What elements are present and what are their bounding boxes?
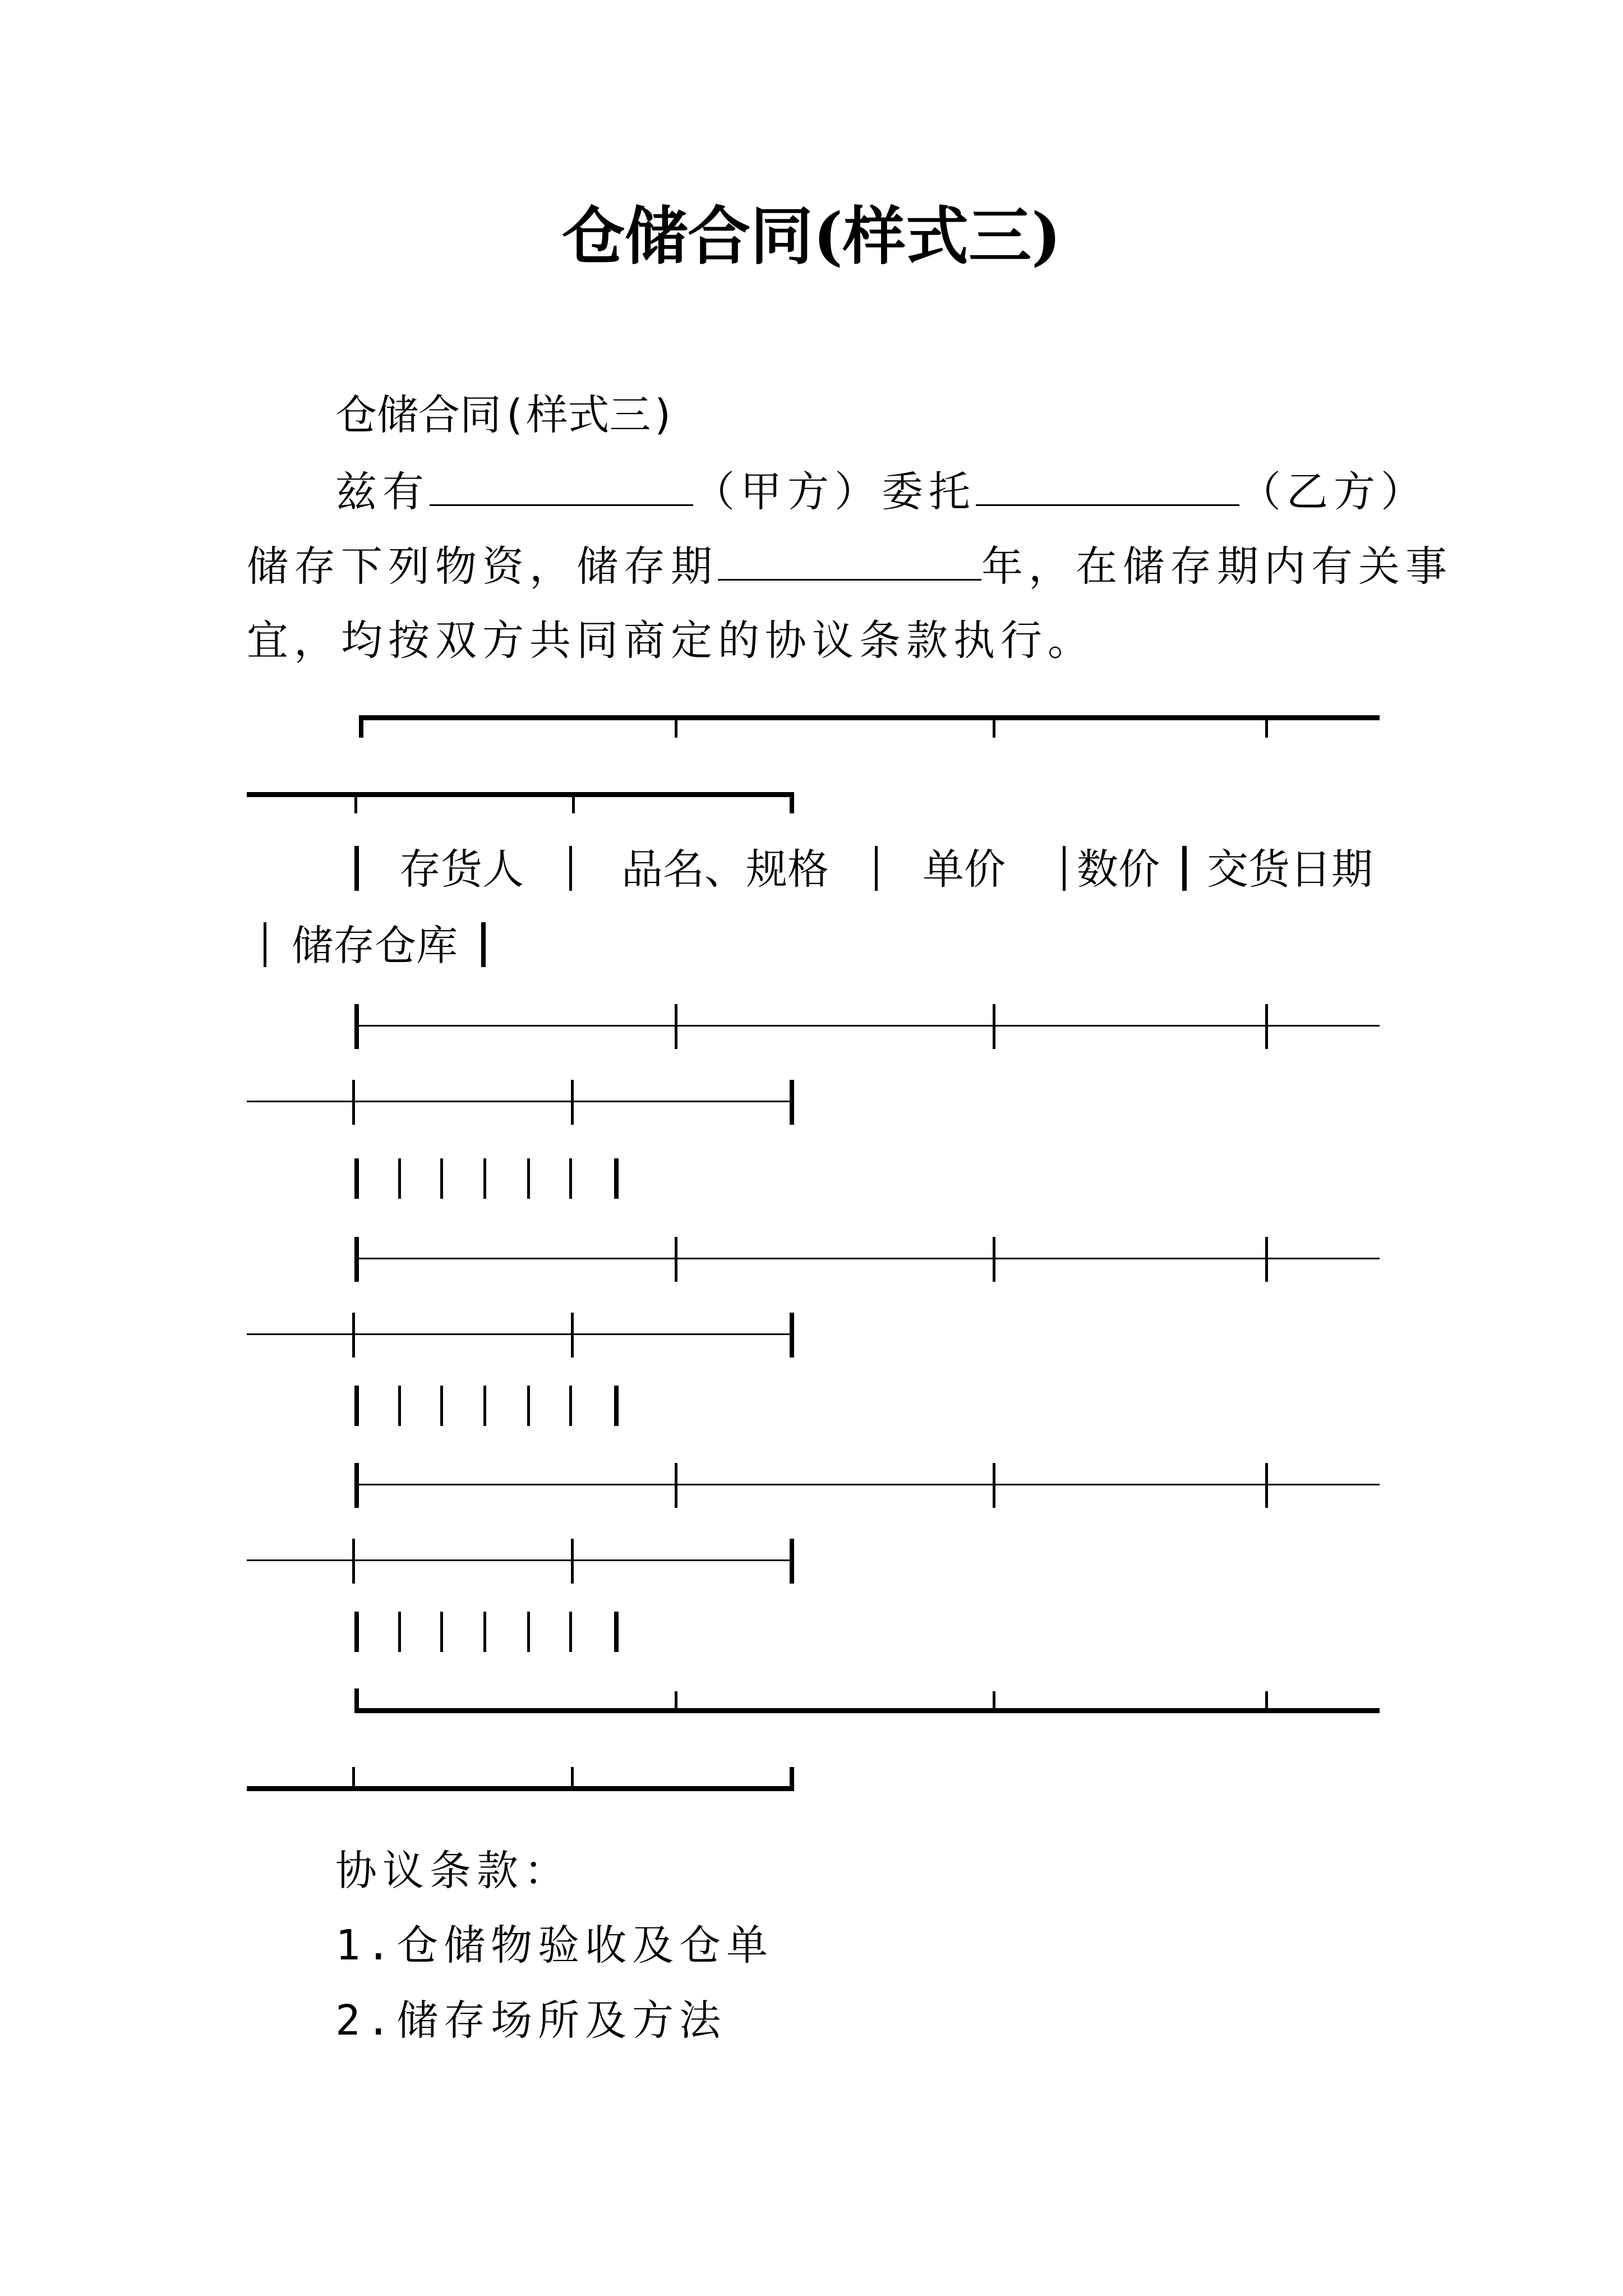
column-header-depositor: 存货人 bbox=[399, 845, 524, 894]
clause-item: 2.储存场所及方法 bbox=[335, 1996, 727, 2045]
intro-line-3: 宜，均按双方共同商定的协议条款执行。 bbox=[247, 616, 1095, 665]
intro-text: 年，在储存期内有关事 bbox=[981, 542, 1453, 591]
storage-period-blank[interactable] bbox=[718, 537, 981, 581]
intro-text: （甲方）委托 bbox=[693, 468, 976, 516]
column-header-unit-price: 单价 bbox=[923, 845, 1006, 894]
column-header-quantity: 数价 bbox=[1077, 845, 1160, 894]
clauses-heading: 协议条款： bbox=[335, 1847, 571, 1895]
clause-item: 1.仓储物验收及仓单 bbox=[335, 1921, 774, 1970]
intro-line-1 bbox=[335, 463, 1428, 520]
column-header-warehouse: 储存仓库 bbox=[292, 922, 458, 970]
intro-text: （乙方） bbox=[1239, 468, 1428, 516]
page-title: 仓储合同(样式三) bbox=[562, 200, 1061, 273]
intro-text: 兹有 bbox=[335, 468, 430, 516]
party-b-blank[interactable] bbox=[976, 463, 1239, 506]
intro-line-2 bbox=[247, 537, 1453, 595]
document-subtitle: 仓储合同(样式三) bbox=[335, 391, 676, 439]
column-header-delivery-date: 交货日期 bbox=[1207, 845, 1373, 894]
intro-text: 储存下列物资，储存期 bbox=[247, 542, 718, 591]
party-a-blank[interactable] bbox=[430, 463, 693, 506]
column-header-item-spec: 品名、规格 bbox=[621, 845, 829, 894]
